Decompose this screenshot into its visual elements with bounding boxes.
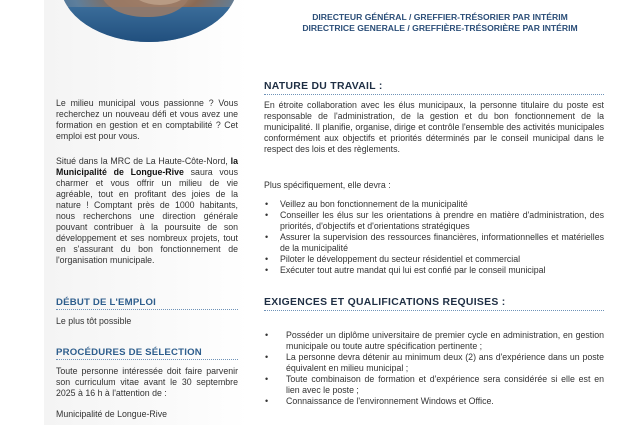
procedure-heading: PROCÉDURES DE SÉLECTION [56, 347, 202, 358]
nature-lead: Plus spécifiquement, elle devra : [264, 180, 391, 190]
job-title-masculine: DIRECTEUR GÉNÉRAL / GREFFIER-TRÉSORIER PAR INTÉRIM [312, 12, 568, 22]
bullet-icon: • [265, 352, 269, 362]
requirements-divider [264, 310, 604, 311]
job-title-feminine: DIRECTRICE GENERALE / GREFFIÈRE-TRÉSORIÈRE PAR INTÉRIM [302, 23, 578, 33]
list-item: • Assurer la supervision des ressources financières, informationnelles et matérielles de la municipalité [265, 232, 604, 253]
landscape-photo [60, 0, 238, 42]
address-line: Municipalité de Longue-Rive [56, 409, 168, 419]
sidebar-location [56, 156, 238, 266]
list-item: • Connaissance de l'environnement Windows et Office. [265, 396, 494, 406]
list-item: • Conseiller les élus sur les orientations à prendre en matière d'administration, des priorités, d'objectifs et d'orientations stratégiques [265, 210, 604, 231]
list-item: • Toute combinaison de formation et d'expérience sera considérée si elle est en lien avec le poste ; [265, 374, 604, 395]
location-text-1: Situé dans la MRC de La Haute-Côte-Nord, [56, 156, 231, 166]
bullet-icon: • [265, 396, 269, 406]
bullet-icon: • [265, 210, 269, 220]
bullet-icon: • [265, 199, 269, 209]
nature-divider [264, 94, 604, 95]
job-title-header [262, 12, 618, 34]
location-text-2: saura vous charmer et vous offrir un milieu de vie agréable, tout en profitant des joies de la nature ! Comptant près de 1000 habitants, nous recherchons une direction générale pouvant contribuer à la poursuite de son développement et ses nombreux projets, tout en s'assurant du bon fonctionnement de l'organisation municipale. [56, 167, 238, 265]
nature-title: NATURE DU TRAVAIL : [264, 81, 383, 92]
nature-paragraph: En étroite collaboration avec les élus municipaux, la personne titulaire du poste est responsable de l'administration, de la gestion et du bon fonctionnement de la municipalité. Il planifie, organise, dirige et contrôle l'ensemble des activités municipales conformément aux objectifs et priorités déterminés par le conseil municipal dans le respect des lois et des règlements. [264, 100, 604, 154]
bullet-icon: • [265, 374, 269, 384]
municipality-name: la Municipalité de Longue-Rive [56, 156, 238, 177]
bullet-icon: • [265, 265, 269, 275]
list-item: • Veillez au bon fonctionnement de la municipalité [265, 199, 468, 209]
requirements-list [264, 330, 604, 407]
duties-list [264, 199, 604, 276]
start-text: Le plus tôt possible [56, 316, 132, 326]
bullet-icon: • [265, 232, 269, 242]
bullet-icon: • [265, 330, 269, 340]
procedure-divider [56, 359, 238, 360]
list-item: • Piloter le développement du secteur résidentiel et commercial [265, 254, 521, 264]
start-divider [56, 309, 238, 310]
start-heading: DÉBUT DE L'EMPLOI [56, 297, 157, 308]
list-item: • Exécuter tout autre mandat qui lui est confié par le conseil municipal [265, 265, 546, 275]
bullet-icon: • [265, 254, 269, 264]
procedure-text: Toute personne intéressée doit faire parvenir son curriculum vitae avant le 30 septembre 2025 à 16 h à l'attention de : [56, 366, 238, 398]
list-item: • Posséder un diplôme universitaire de premier cycle en administration, en gestion municipale ou toute autre spécification pertinente ; [265, 330, 604, 351]
sidebar-intro: Le milieu municipal vous passionne ? Vous recherchez un nouveau défi et vous avez une formation en gestion et en comptabilité ? Cet emploi est pour vous. [56, 98, 238, 141]
requirements-title: EXIGENCES ET QUALIFICATIONS REQUISES : [264, 297, 506, 308]
list-item: • La personne devra détenir au minimum deux (2) ans d'expérience dans un poste équivalent en milieu municipal ; [265, 352, 604, 373]
